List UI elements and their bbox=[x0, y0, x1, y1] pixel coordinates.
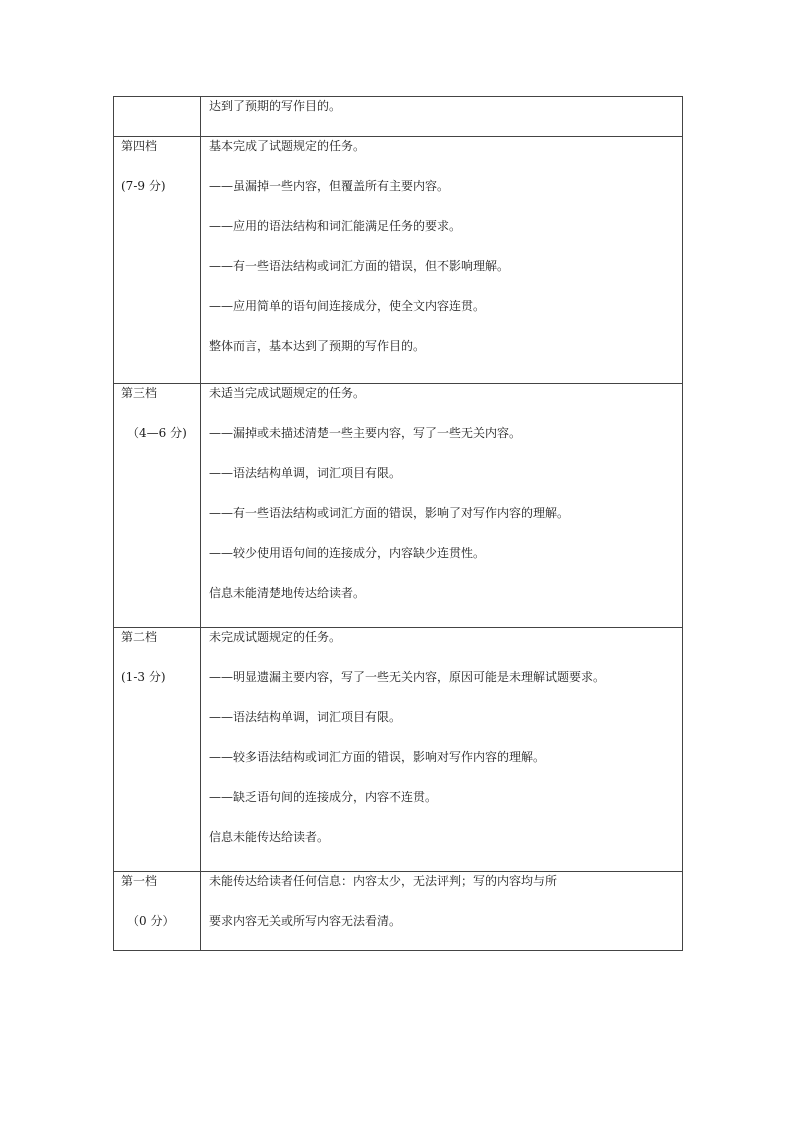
description-line: ——明显遗漏主要内容，写了一些无关内容，原因可能是未理解试题要求。 bbox=[209, 670, 606, 684]
description-line: 要求内容无关或所写内容无法看清。 bbox=[209, 914, 402, 928]
description-line: ——语法结构单调，词汇项目有限。 bbox=[209, 466, 402, 480]
level-name: 第二档 bbox=[121, 630, 158, 644]
level-score: （4—6 分) bbox=[127, 426, 187, 440]
description-line: 未完成试题规定的任务。 bbox=[209, 630, 342, 644]
level-cell bbox=[114, 384, 201, 628]
description-line: ——应用简单的语句间连接成分，使全文内容连贯。 bbox=[209, 299, 486, 313]
level-cell bbox=[114, 872, 201, 951]
description-line: ——虽漏掉一些内容，但覆盖所有主要内容。 bbox=[209, 179, 450, 193]
description-cell bbox=[201, 384, 683, 628]
description-line: 未适当完成试题规定的任务。 bbox=[209, 386, 366, 400]
description-line: 达到了预期的写作目的。 bbox=[209, 99, 342, 113]
description-cell bbox=[201, 628, 683, 872]
description-line: 信息未能清楚地传达给读者。 bbox=[209, 586, 366, 600]
description-line: 信息未能传达给读者。 bbox=[209, 830, 330, 844]
description-cell bbox=[201, 137, 683, 384]
description-line: 未能传达给读者任何信息：内容太少，无法评判；写的内容均与所 bbox=[209, 874, 558, 888]
level-cell bbox=[114, 97, 201, 137]
description-line: ——缺乏语句间的连接成分，内容不连贯。 bbox=[209, 790, 438, 804]
level-name: 第三档 bbox=[121, 386, 158, 400]
level-score: （0 分） bbox=[127, 914, 175, 928]
level-name: 第四档 bbox=[121, 139, 158, 153]
description-line: 整体而言，基本达到了预期的写作目的。 bbox=[209, 339, 426, 353]
description-line: 基本完成了试题规定的任务。 bbox=[209, 139, 366, 153]
level-cell bbox=[114, 628, 201, 872]
level-score: (1-3 分) bbox=[121, 670, 166, 684]
description-line: ——应用的语法结构和词汇能满足任务的要求。 bbox=[209, 219, 462, 233]
scoring-rubric-table bbox=[113, 96, 683, 951]
rubric-row-level-4 bbox=[114, 137, 683, 384]
rubric-row-level-1 bbox=[114, 872, 683, 951]
level-score: (7-9 分) bbox=[121, 179, 166, 193]
rubric-row-continuation bbox=[114, 97, 683, 137]
rubric-row-level-3 bbox=[114, 384, 683, 628]
description-line: ——有一些语法结构或词汇方面的错误，但不影响理解。 bbox=[209, 259, 510, 273]
description-cell bbox=[201, 872, 683, 951]
description-line: ——有一些语法结构或词汇方面的错误，影响了对写作内容的理解。 bbox=[209, 506, 570, 520]
level-cell bbox=[114, 137, 201, 384]
description-line: ——较多语法结构或词汇方面的错误，影响对写作内容的理解。 bbox=[209, 750, 546, 764]
rubric-row-level-2 bbox=[114, 628, 683, 872]
description-line: ——语法结构单调，词汇项目有限。 bbox=[209, 710, 402, 724]
description-line: ——较少使用语句间的连接成分，内容缺少连贯性。 bbox=[209, 546, 486, 560]
description-line: ——漏掉或未描述清楚一些主要内容，写了一些无关内容。 bbox=[209, 426, 522, 440]
description-cell bbox=[201, 97, 683, 137]
level-name: 第一档 bbox=[121, 874, 158, 888]
